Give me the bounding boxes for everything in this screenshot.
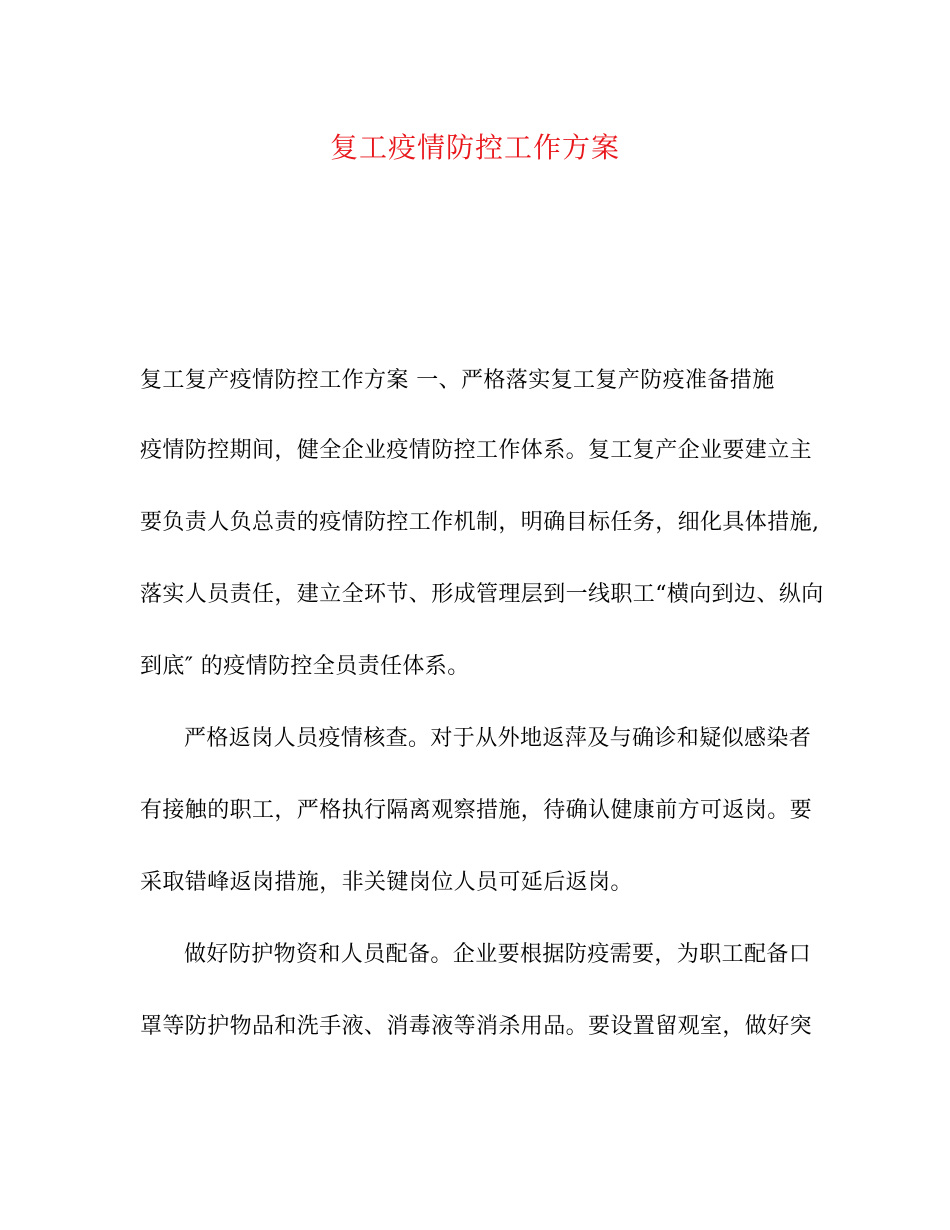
body-line: 严格返岗人员疫情核查。对于从外地返萍及与确诊和疑似感染者 (184, 726, 812, 751)
document-title: 复工疫情防控工作方案 (329, 131, 620, 164)
body-line: 要负责人负总责的疫情防控工作机制，明确目标任务，细化具体措施, (140, 510, 820, 535)
body-line: 疫情防控期间，健全企业疫情防控工作体系。复工复产企业要建立主 (140, 438, 813, 463)
body-line: 落实人员责任，建立全环节、形成管理层到一线职工“横向到边、纵向 (140, 582, 824, 607)
body-line: 采取错峰返岗措施，非关键岗位人员可延后返岗。 (140, 870, 633, 895)
body-line: 做好防护物资和人员配备。企业要根据防疫需要，为职工配备口 (184, 942, 812, 967)
body-line: 到底″ 的疫情防控全员责任体系。 (140, 654, 470, 679)
body-line: 复工复产疫情防控工作方案 一、严格落实复工复产防疫准备措施 (140, 368, 775, 393)
body-line: 有接触的职工，严格执行隔离观察措施，待确认健康前方可返岗。要 (140, 798, 813, 823)
body-line: 罩等防护物品和洗手液、消毒液等消杀用品。要设置留观室，做好突 (140, 1014, 813, 1039)
